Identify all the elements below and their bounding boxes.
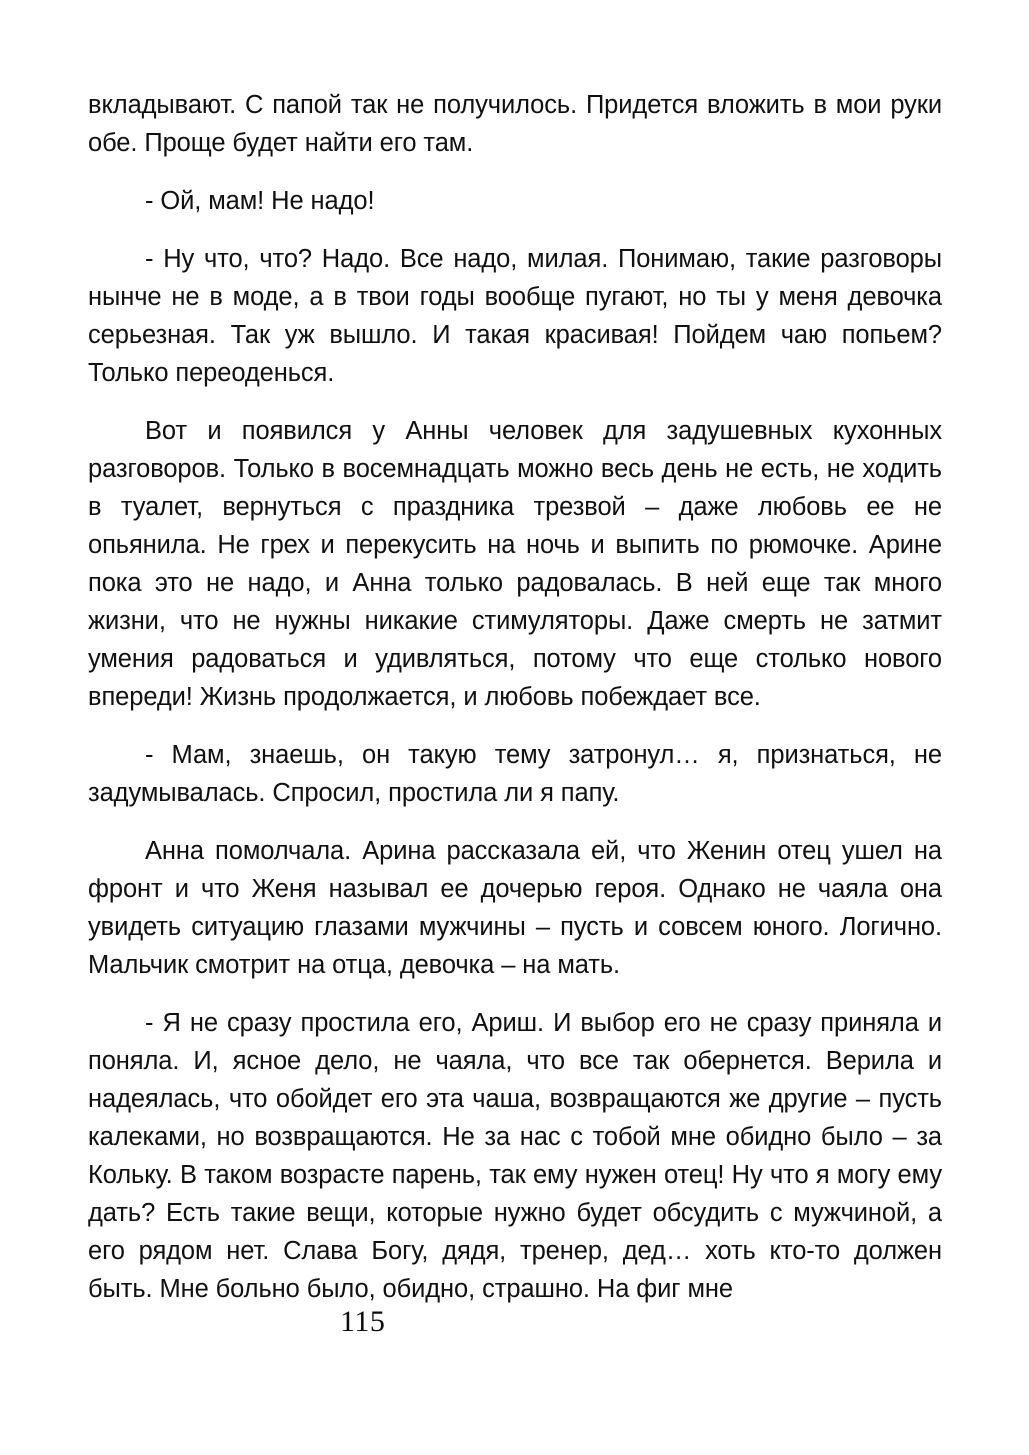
paragraph-1: вкладывают. С папой так не получилось. Придется вложить в мои руки обе. Проще будет найти его там. bbox=[88, 91, 942, 157]
paragraph-5-dialogue: - Мам, знаешь, он такую тему затронул… я, признаться, не задумывалась. Спросил, простила ли я папу. bbox=[88, 741, 942, 807]
page-text-column bbox=[88, 86, 942, 1308]
paragraph-6-narration: Анна помолчала. Арина рассказала ей, что Женин отец ушел на фронт и что Женя называл ее дочерью героя. Однако не чаяла она увидеть ситуацию глазами мужчины – пусть и совсем юного. Логично. Мальчик смотрит на отца, девочка – на мать. bbox=[88, 837, 942, 979]
paragraph-4-narration: Вот и появился у Анны человек для задушевных кухонных разговоров. Только в восемнадцать можно весь день не есть, не ходить в туалет, вернуться с праздника трезвой – даже любовь ее не опьянила. Не грех и перекусить на ночь и выпить по рюмочке. Арине пока это не надо, и Анна только радовалась. В ней еще так много жизни, что не нужны никакие стимуляторы. Даже смерть не затмит умения радоваться и удивляться, потому что еще столько нового впереди! Жизнь продолжается, и любовь побеждает все. bbox=[88, 417, 942, 711]
paragraph-2-dialogue: - Ой, мам! Не надо! bbox=[145, 187, 375, 215]
paragraph-3-dialogue: - Ну что, что? Надо. Все надо, милая. Понимаю, такие разговоры нынче не в моде, а в твои годы вообще пугают, но ты у меня девочка серьезная. Так уж вышло. И такая красивая! Пойдем чаю попьем? Только переоденься. bbox=[88, 245, 942, 387]
page-number: 115 bbox=[340, 1305, 386, 1338]
paragraph-7-dialogue: - Я не сразу простила его, Ариш. И выбор его не сразу приняла и поняла. И, ясное дело, не чаяла, что все так обернется. Верила и надеялась, что обойдет его эта чаша, возвращаются же другие – пусть калеками, но возвращаются. Не за нас с тобой мне обидно было – за Кольку. В таком возрасте парень, так ему нужен отец! Ну что я могу ему дать? Есть такие вещи, которые нужно будет обсудить с мужчиной, а его рядом нет. Слава Богу, дядя, тренер, дед… хоть кто-то должен быть. Мне больно было, обидно, страшно. На фиг мне bbox=[88, 1009, 942, 1303]
